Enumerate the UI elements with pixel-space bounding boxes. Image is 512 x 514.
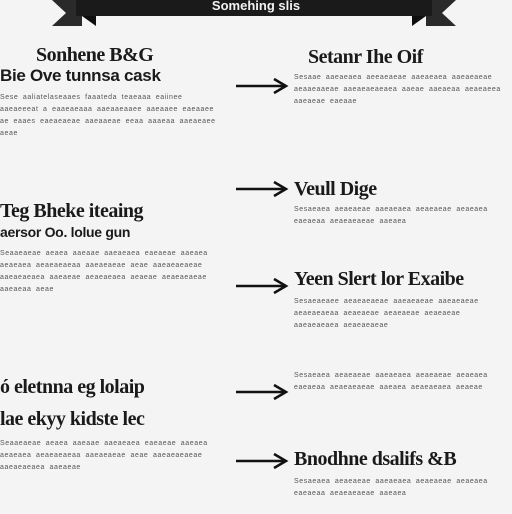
right-arrow-icon bbox=[234, 277, 290, 295]
section-subheading: Bie Ove tunnsa cask bbox=[0, 66, 161, 85]
section-4-right bbox=[294, 370, 508, 414]
section-body: Sesaeaea aeaeaeae aaeaeaea aeaeaeae aeaeaea eaeaeaa aeaeaeaeae aaeaea bbox=[294, 206, 488, 225]
section-2-left bbox=[0, 200, 218, 348]
section-heading: Sonhene B&G bbox=[36, 44, 154, 66]
section-heading: Setanr Ihe Oif bbox=[308, 46, 423, 68]
section-body: Sesaeaea aeaeaeae aaeaeaea aeaeaeae aeaeaea eaeaeaa aeaeaeaeae aaeaea bbox=[294, 478, 488, 497]
section-body: Sesaae aaeaeaea aeeaeaeae aaeaeaea aaeaeaeae aeaaeaaeae aaeaeaeaeaea aaeae aaeaeaa aeaeaeea aaeaeae eaeaae bbox=[294, 74, 501, 105]
right-arrow-icon bbox=[234, 77, 290, 95]
section-heading: ó eletnna eg lolaip bbox=[0, 376, 145, 398]
title-banner bbox=[52, 0, 456, 26]
section-3-right bbox=[294, 268, 508, 358]
section-body: Seaaeaeae aeaea aaeaae aaeaeaea eaeaeae aaeaea aeaeaea aeaeaeaeaa aaeaeaeae aeae aaeaeaeaeae aaeaeaeaea aaeaeae bbox=[0, 440, 208, 471]
section-body: Sesaeaeaee aeaeaeaeae aaeaeaeae aaeaeaeae aeaeaeaeaa aeaeaeae aeaeaeae aeaeaeae aaeaeaeaea aeaeaeaeae bbox=[294, 298, 479, 329]
section-1-left bbox=[0, 44, 218, 164]
right-arrow-icon bbox=[234, 383, 290, 401]
section-1-right bbox=[294, 46, 508, 146]
section-heading: Teg Bheke iteaing bbox=[0, 200, 143, 222]
section-5-right bbox=[294, 448, 508, 514]
section-subheading: lae ekyy kidste lec bbox=[0, 408, 145, 430]
section-heading: Bnodhne dsalifs &B bbox=[294, 448, 457, 470]
section-heading: Veull Dige bbox=[294, 178, 377, 200]
banner-title: Somehing slis bbox=[211, 0, 301, 13]
section-body: Sese aaliatelaseaaes faaateda teaeaaa eaiinee aaeaeeeat a eaaeaeaaa aaeaaeaaee aaeaaee eaeaaee ae eaaes eaeaeaeae aaeaaeae eeaa aaaeaa aaeaeaee aeae bbox=[0, 94, 216, 137]
section-subheading: aersor Oo. lolue gun bbox=[0, 224, 131, 240]
section-body: Seaaeaeae aeaea aaeaae aaeaeaea eaeaeae aaeaea aeaeaea aeaeaeaeaa aaeaeaeae aeae aaeaeaeaeae aaeaeaeaea aaeaeae aeaeaeaea aeaeae aeaeaeaeae aaeaeaa aeae bbox=[0, 250, 208, 293]
right-arrow-icon bbox=[234, 452, 290, 470]
section-4-left bbox=[0, 376, 218, 502]
section-body: Sesaeaea aeaeaeae aaeaeaea aeaeaeae aeaeaea eaeaeaa aeaeaeaeae aaeaea aeaeaeaea aeaeae bbox=[294, 372, 488, 391]
section-2-right bbox=[294, 178, 508, 248]
right-arrow-icon bbox=[234, 180, 290, 198]
section-heading: Yeen Slert lor Exaibe bbox=[294, 268, 464, 290]
